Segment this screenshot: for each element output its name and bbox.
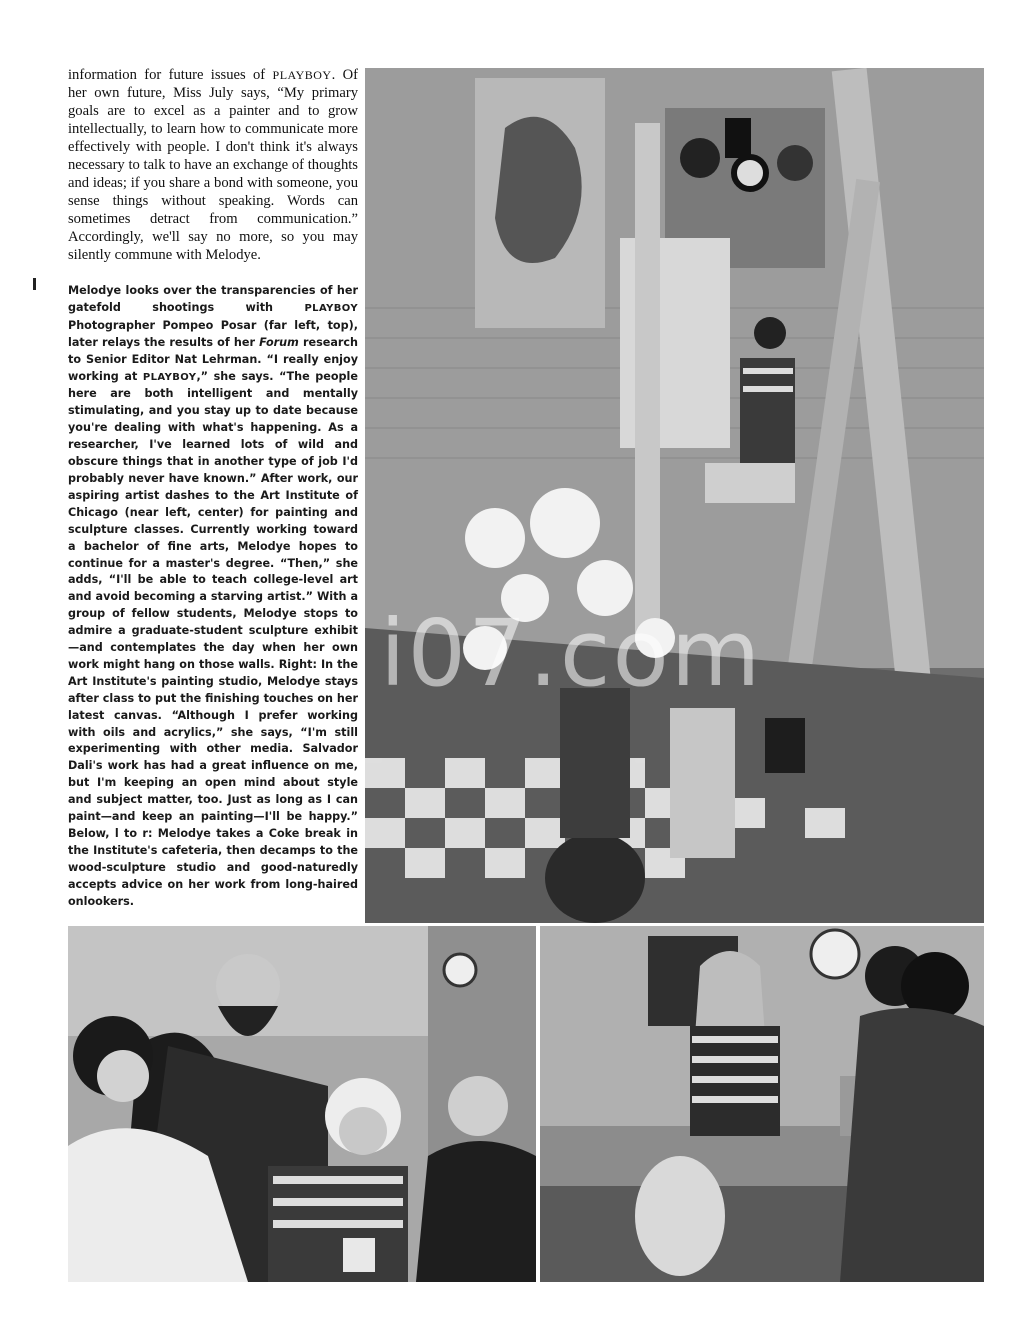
brand-name: PLAYBOY <box>272 68 332 82</box>
margin-mark <box>33 278 36 290</box>
cafeteria-photo <box>68 926 536 1282</box>
intro-paragraph: information for future issues of PLAYBOY. Of her own future, Miss July says, “My primary goals are to excel as a painter and to grow intellectually, to learn how to communicate more effectively with people. I don't think it's always necessary to talk to have an exchange of thoughts and ideas; if you share a bond with someone, you sense things without speaking. Words can sometimes detract from communication.” Accordingly, we'll say no more, so you may silently commune with Melodye. <box>68 67 359 263</box>
watermark: i07.com <box>380 600 763 707</box>
photo-caption: Melodye looks over the transparencies of her gatefold shootings with PLAYBOY Photographer Pompeo Posar (far left, top), later relays the results of her Forum research to Senior Editor Nat Lehrman. “I really enjoy working at PLAYBOY,” she says. “The people here are both intelligent and mentally stimulating, and you stay up to date because you're dealing with what's happening. As a researcher, I've learned lots of wild and obscure things that in another type of job I'd probably never have known.” After work, our aspiring artist dashes to the Art Institute of Chicago (near left, center) for painting and sculpture classes. Currently working toward a bachelor of fine arts, Melodye hopes to continue for a master's degree. “Then,” she adds, “I'll be able to teach college-level art and avoid becoming a starving artist.” With a group of fellow students, Melodye stops to admire a graduate-student sculpture exhibit—and contemplates the day when her own work might hang on those walls. Right: In the Art Institute's painting studio, Melodye stays after class to put the finishing touches on her latest canvas. “Although I prefer working with oils and acrylics,” she says, “I'm still experimenting with other media. Salvador Dali's work has had a great influence on me, but I'm keeping an open mind about style and subject matter, too. Just as long as I can paint—and keep an painting—I'll be happy.” Below, l to r: Melodye takes a Coke break in the Institute's cafeteria, then decamps to the wood-sculpture studio and good-naturedly accepts advice on her work from long-haired onlookers. <box>68 284 358 908</box>
wood-sculpture-photo <box>540 926 984 1282</box>
painting-studio-photo <box>365 68 984 923</box>
